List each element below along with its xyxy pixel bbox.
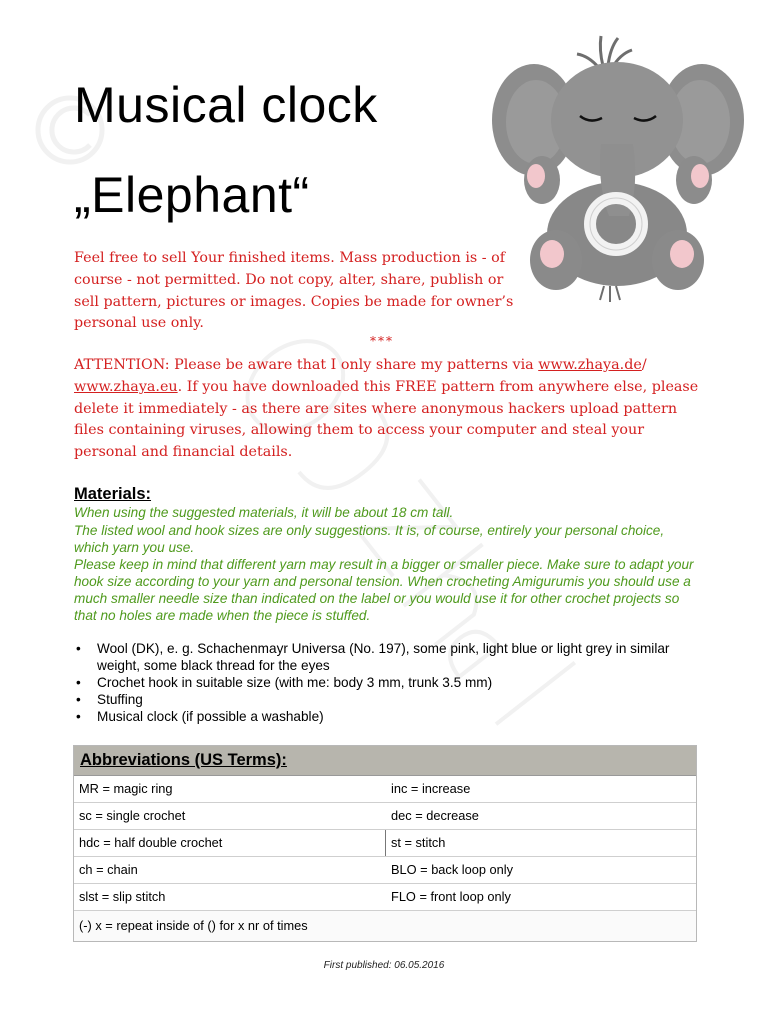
materials-note-size: When using the suggested materials, it will be about 18 cm tall. bbox=[74, 505, 454, 520]
materials-list bbox=[74, 640, 694, 725]
list-item bbox=[74, 691, 694, 708]
table-row bbox=[74, 857, 696, 884]
table-cell: BLO = back loop only bbox=[391, 862, 514, 877]
list-item bbox=[74, 640, 694, 674]
table-row bbox=[74, 830, 696, 857]
bullet-icon: • bbox=[76, 675, 81, 690]
table-cell: slst = slip stitch bbox=[79, 889, 166, 904]
materials-note-suggestions: The listed wool and hook sizes are only suggestions. It is, of course, entirely your personal choice, which yarn you use. bbox=[74, 523, 665, 555]
separator-stars: *** bbox=[370, 334, 394, 348]
bullet-icon: • bbox=[76, 641, 81, 656]
list-item bbox=[74, 708, 694, 725]
table-cell: sc = single crochet bbox=[79, 808, 186, 823]
table-row bbox=[74, 776, 696, 803]
list-item bbox=[74, 674, 694, 691]
list-item-text: Wool (DK), e. g. Schachenmayr Universa (No. 197), some pink, light blue or light grey in similar weight, some black thread for the eyes bbox=[97, 641, 670, 673]
attention-text-start: ATTENTION: Please be aware that I only share my patterns via bbox=[74, 357, 539, 373]
page-title-line-1: Musical clock bbox=[74, 77, 378, 133]
table-cell: st = stitch bbox=[385, 830, 696, 856]
table-row bbox=[74, 803, 696, 830]
table-cell: ch = chain bbox=[79, 862, 138, 877]
list-item-text: Stuffing bbox=[97, 692, 143, 707]
table-cell: hdc = half double crochet bbox=[79, 835, 223, 850]
table-row bbox=[74, 911, 696, 941]
abbreviations-table bbox=[73, 745, 697, 942]
page-title-line-2: „Elephant“ bbox=[74, 167, 310, 223]
materials-note-yarn: Please keep in mind that different yarn may result in a bigger or smaller piece. Make sure to adapt your hook size according to your yarn and personal tension. When crocheting Amigurumis you should use a much smaller needle size than indicated on the label or you would use it for other crochet projects so that no holes are made when the piece is stuffed. bbox=[74, 557, 694, 623]
materials-heading: Materials: bbox=[74, 485, 152, 503]
bullet-icon: • bbox=[76, 709, 81, 724]
table-cell: MR = magic ring bbox=[79, 781, 173, 796]
list-item-text: Musical clock (if possible a washable) bbox=[97, 709, 324, 724]
link-zhaya-de[interactable]: www.zhaya.de bbox=[538, 357, 642, 373]
table-cell: inc = increase bbox=[391, 781, 471, 796]
link-zhaya-eu[interactable]: www.zhaya.eu bbox=[74, 378, 178, 395]
list-item-text: Crochet hook in suitable size (with me: body 3 mm, trunk 3.5 mm) bbox=[97, 675, 493, 690]
table-cell: (-) x = repeat inside of () for x nr of times bbox=[79, 918, 308, 933]
link-separator: / bbox=[641, 357, 647, 373]
attention-text-end: . If you have downloaded this FREE pattern from anywhere else, please delete it immediately - as there are sites where anonymous hackers upload pattern files containing viruses, allowing them to access your computer and steal your personal and financial details. bbox=[74, 378, 699, 461]
copyright-notice: Feel free to sell Your finished items. Mass production is - of course - not permitted. Do not copy, alter, share, publish or sell pattern, pictures or images. Copies be made for owner’s personal use only. bbox=[74, 250, 514, 332]
table-cell: FLO = front loop only bbox=[391, 889, 511, 904]
abbreviations-header bbox=[74, 746, 696, 776]
table-row bbox=[74, 884, 696, 911]
attention-notice bbox=[74, 355, 706, 464]
table-cell: dec = decrease bbox=[391, 808, 479, 823]
abbreviations-title: Abbreviations (US Terms): bbox=[80, 751, 287, 769]
publish-date-footer: First published: 06.05.2016 bbox=[323, 960, 445, 971]
bullet-icon: • bbox=[76, 692, 81, 707]
